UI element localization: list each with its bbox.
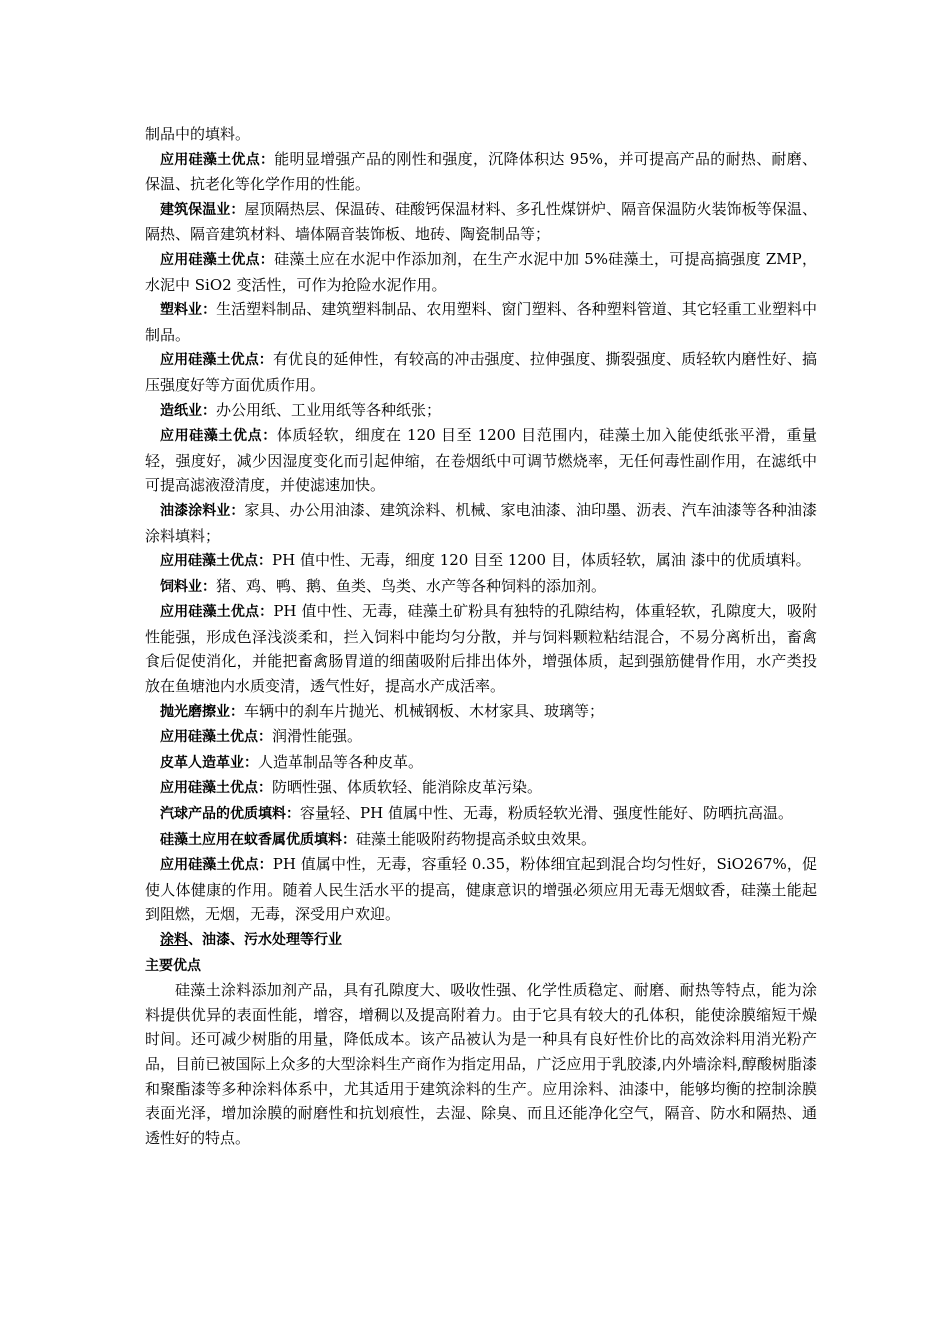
paragraph-12 [145, 699, 817, 725]
paragraph-text: 润滑性能强。 [272, 727, 363, 746]
paragraph-label: 塑料业： [160, 302, 217, 319]
paragraph-11 [145, 599, 817, 698]
paragraph-label: 汽球产品的优质填料： [160, 806, 300, 823]
section-heading-underlined: 涂料 [160, 932, 188, 948]
paragraph-6 [145, 398, 817, 424]
paragraph-8 [145, 498, 817, 548]
paragraph-label: 应用硅藻土优点： [160, 151, 275, 168]
paragraph-10 [145, 574, 817, 600]
paragraph-text: 有优良的延伸性，有较高的冲击强度、拉伸强度、撕裂强度、质轻软内磨性好、搞压强度好等方面优质作用。 [145, 350, 817, 394]
paragraph-text: 硅藻土应在水泥中作添加剂，在生产水泥中加 5%硅藻土，可提高搞强度 ZMP，水泥中 SiO2 变活性，可作为抢险水泥作用。 [145, 249, 818, 294]
paragraph-text: 体质轻软，细度在 120 目至 1200 目范围内，硅藻土加入能使纸张平滑，重量轻，强度好，减少因湿度变化而引起伸缩，在卷烟纸中可调节燃烧率，无任何毒性副作用，在滤纸中可提高滤液澄清度，并使滤速加快。 [145, 426, 817, 495]
paragraph-15 [145, 775, 817, 801]
paragraph-4 [145, 297, 817, 347]
paragraph-text: 硅藻土能吸附药物提高杀蚊虫效果。 [356, 829, 597, 848]
paragraph-18 [145, 852, 817, 927]
paragraph-text: 能明显增强产品的刚性和强度，沉降体积达 95%，并可提高产品的耐热、耐磨、保温、抗老化等化学作用的性能。 [145, 149, 817, 194]
paragraph-text: PH 值中性、无毒，硅藻土矿粉具有独特的孔隙结构，体重轻软，孔隙度大，吸附性能强，形成色泽浅淡柔和，拦入饲料中能均匀分散，并与饲料颗粒粘结混合，不易分离析出，畜禽食后促使消化，并能把畜禽肠胃道的细菌吸附后排出体外，增强体质，起到强筋健骨作用，水产类投放在鱼塘池内水质变清，透气性好，提高水产成活率。 [145, 602, 817, 696]
paragraph-3 [145, 247, 817, 297]
paragraph-label: 应用硅藻土优点： [160, 553, 272, 570]
paragraph-text: 生活塑料制品、建筑塑料制品、农用塑料、窗门塑料、各种塑料管道、其它轻重工业塑料中制品。 [145, 300, 817, 344]
paragraph-label: 饲料业： [160, 578, 216, 595]
paragraph-0 [145, 122, 817, 147]
paragraph-2 [145, 197, 817, 247]
paragraph-label: 应用硅藻土优点： [160, 352, 273, 369]
paragraph-7 [145, 423, 817, 498]
paragraph-text: 防晒性强、体质软轻、能消除皮革污染。 [272, 778, 543, 797]
main-heading [145, 953, 817, 979]
paragraph-text: 屋顶隔热层、保温砖、硅酸钙保温材料、多孔性煤饼炉、隔音保温防火装饰板等保温、隔热、隔音建筑材料、墙体隔音装饰板、地砖、陶瓷制品等； [145, 199, 817, 244]
paragraph-1 [145, 147, 817, 197]
paragraph-label: 应用硅藻土优点： [160, 604, 274, 621]
paragraph-text: 人造革制品等各种皮革。 [258, 752, 424, 771]
paragraph-label: 应用硅藻土优点： [160, 428, 277, 445]
paragraph-text: PH 值中性、无毒，细度 120 目至 1200 目，体质轻软，属油 漆中的优质填料。 [272, 551, 811, 570]
section-heading [145, 927, 817, 953]
paragraph-text: 家具、办公用油漆、建筑涂料、机械、家电油漆、油印墨、沥表、汽车油漆等各种油漆涂料填料； [145, 500, 817, 545]
paragraph-label: 应用硅藻土优点： [160, 780, 272, 797]
paragraph-label: 应用硅藻土优点： [160, 729, 272, 746]
paragraph-14 [145, 750, 817, 776]
closing-paragraph: 硅藻土涂料添加剂产品，具有孔隙度大、吸收性强、化学性质稳定、耐磨、耐热等特点，能为涂料提供优异的表面性能，增容，增稠以及提高附着力。由于它具有较大的孔体积，能使涂膜缩短干燥时间。还可减少树脂的用量，降低成本。该产品被认为是一种具有良好性价比的高效涂料用消光粉产品，目前已被国际上众多的大型涂料生产商作为指定用品，广泛应用于乳胶漆,内外墙涂料,醇酸树脂漆和聚酯漆等多种涂料体系中，尤其适用于建筑涂料的生产。应用涂料、油漆中，能够均衡的控制涂膜表面光泽，增加涂膜的耐磨性和抗划痕性，去湿、除臭、而且还能净化空气，隔音、防水和隔热、通透性好的特点。 [145, 981, 817, 1147]
paragraph-13 [145, 724, 817, 750]
paragraph-label: 应用硅藻土优点： [160, 857, 273, 874]
paragraph-text: 办公用纸、工业用纸等各种纸张； [216, 400, 442, 419]
paragraph-text: 制品中的填料。 [145, 125, 251, 143]
paragraph-label: 皮革人造革业： [160, 754, 258, 771]
paragraph-16 [145, 801, 817, 827]
paragraph-label: 硅藻土应用在蚊香属优质填料： [160, 831, 356, 848]
paragraph-label: 造纸业： [160, 402, 216, 419]
document-page [145, 122, 817, 1150]
paragraph-label: 应用硅藻土优点： [160, 251, 275, 268]
paragraph-label: 抛光磨擦业： [160, 703, 244, 720]
paragraph-text: PH 值属中性，无毒，容重轻 0.35，粉体细宜起到混合均匀性好，SiO267%，促使人体健康的作用。随着人民生活水平的提高，健康意识的增强必须应用无毒无烟蚊香，硅藻土能起到阻燃，无烟，无毒，深受用户欢迎。 [145, 855, 817, 924]
paragraph-label: 建筑保温业： [160, 201, 245, 218]
paragraph-text: 容量轻、PH 值属中性、无毒，粉质轻软光滑、强度性能好、防晒抗高温。 [300, 804, 793, 823]
paragraph-text: 猪、鸡、鸭、鹅、鱼类、鸟类、水产等各种饲料的添加剂。 [216, 576, 607, 595]
paragraph-text: 车辆中的刹车片抛光、机械钢板、木材家具、玻璃等； [244, 701, 605, 720]
paragraph-5 [145, 347, 817, 397]
paragraph-label: 油漆涂料业： [160, 502, 245, 519]
paragraph-17 [145, 827, 817, 853]
paragraph-9 [145, 548, 817, 574]
main-heading-text: 主要优点 [145, 957, 201, 974]
section-heading-rest: 、油漆、污水处理等行业 [188, 932, 342, 948]
